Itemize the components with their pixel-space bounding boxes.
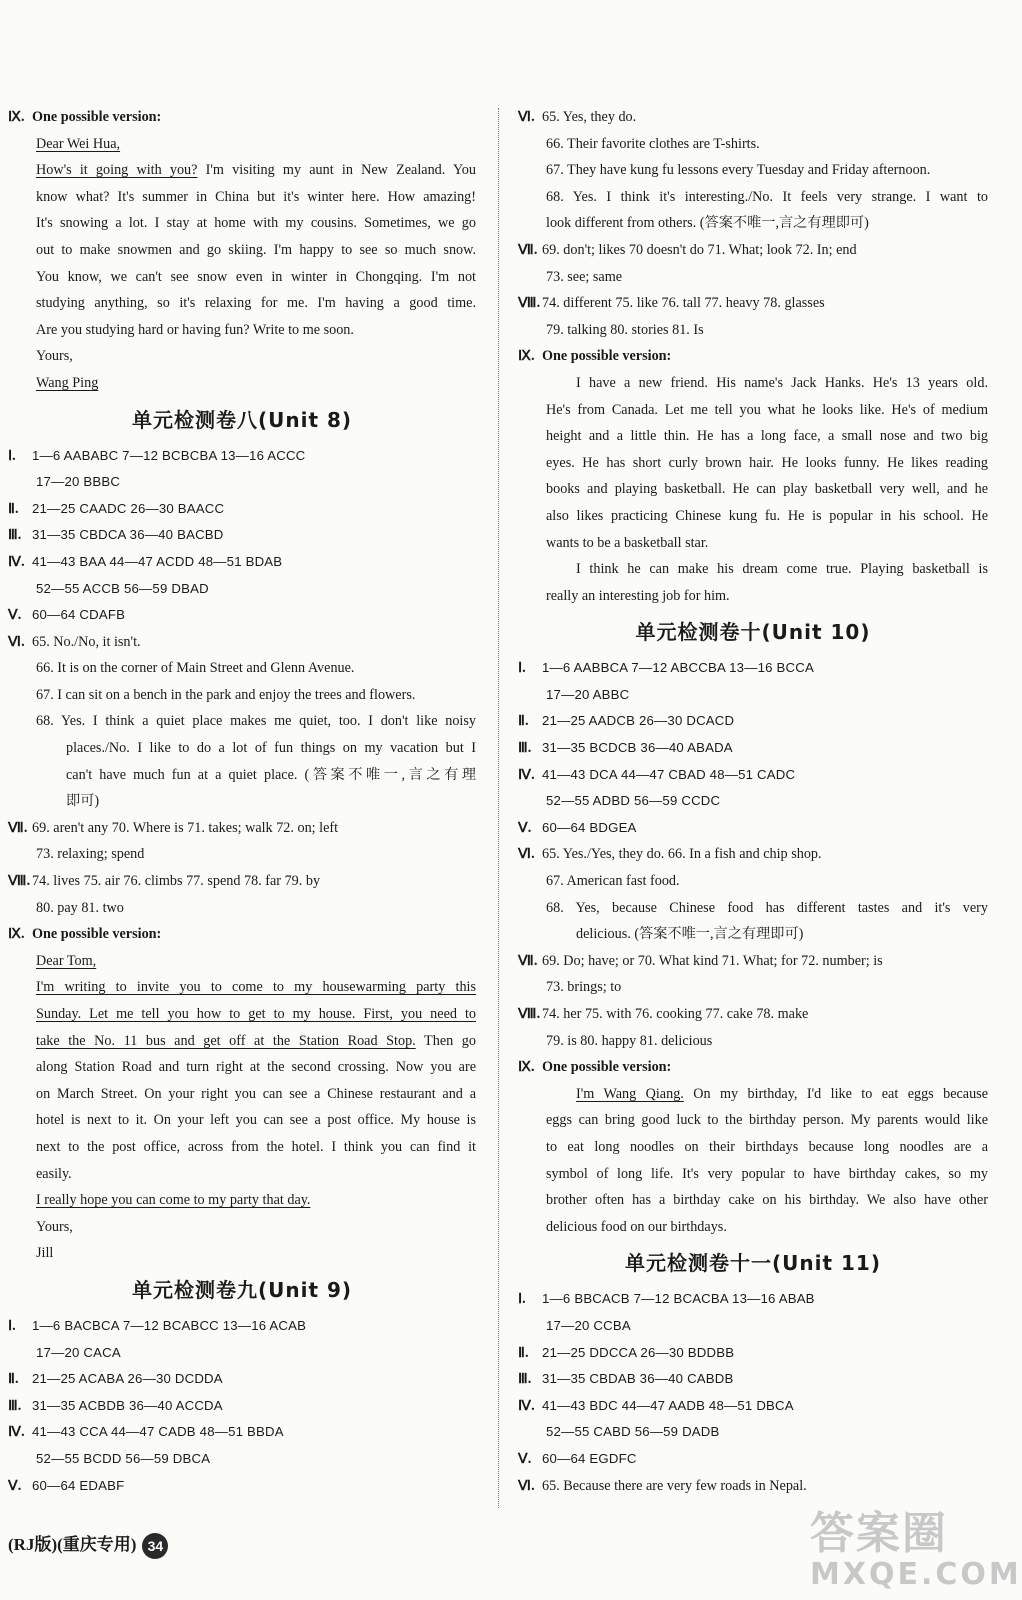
line-text: eyes. He has short curly brown hair. He looks funny. He likes reading xyxy=(546,454,988,471)
answer-line xyxy=(518,343,988,370)
answer-line xyxy=(8,1393,476,1420)
line-text: He's from Canada. Let me tell you what he looks like. He's of medium xyxy=(546,401,988,418)
line-text: along Station Road and turn right at the second crossing. Now you are xyxy=(36,1059,476,1076)
roman-numeral: Ⅱ. xyxy=(8,1371,19,1388)
answer-line xyxy=(8,549,476,576)
line-text: 79. is 80. happy 81. delicious xyxy=(546,1032,713,1049)
line-text: 79. talking 80. stories 81. Is xyxy=(546,321,704,338)
text-line xyxy=(8,131,476,158)
text-line xyxy=(8,1340,476,1367)
line-text: eggs can bring good luck to the birthday person. My parents would like xyxy=(546,1112,988,1129)
text-line xyxy=(518,397,988,424)
text-line xyxy=(518,157,988,184)
line-text: 1—6 BBCACB 7—12 BCACBA 13—16 ABAB xyxy=(542,1291,815,1307)
line-text: One possible version: xyxy=(32,109,162,125)
text-line xyxy=(8,1446,476,1473)
roman-numeral: Ⅶ. xyxy=(518,952,538,969)
page-number: 34 xyxy=(142,1533,168,1559)
line-text: 52—55 CABD 56—59 DADB xyxy=(546,1424,720,1440)
line-text: easily. xyxy=(36,1165,72,1182)
text-line xyxy=(8,290,476,317)
text-line xyxy=(8,157,476,184)
roman-numeral: Ⅱ. xyxy=(8,500,19,517)
line-text: studying anything, so it's relaxing for me. I'm having a good time. xyxy=(36,295,476,312)
line-text: 60—64 BDGEA xyxy=(542,819,637,835)
line-text: 52—55 ADBD 56—59 CCDC xyxy=(546,793,721,809)
line-text: I'm writing to invite you to come to my housewarming party this xyxy=(36,979,476,996)
roman-numeral: Ⅷ. xyxy=(518,295,541,312)
text-line xyxy=(8,210,476,237)
line-text: Yours, xyxy=(36,1218,73,1235)
line-text: 17—20 CACA xyxy=(36,1344,121,1360)
answer-line xyxy=(518,1473,988,1500)
line-text: 31—35 CBDCA 36—40 BACBD xyxy=(32,527,224,543)
watermark-logo xyxy=(810,1510,1022,1592)
answer-line xyxy=(518,237,988,264)
text-line xyxy=(518,921,988,948)
text-line xyxy=(518,895,988,922)
roman-numeral: Ⅳ. xyxy=(518,1397,535,1414)
line-text: I have a new friend. His name's Jack Hanks. He's 13 years old. xyxy=(576,374,988,391)
text-line xyxy=(8,1161,476,1188)
text-line xyxy=(8,682,476,709)
text-line xyxy=(518,264,988,291)
answer-line xyxy=(518,290,988,317)
text-line xyxy=(518,131,988,158)
text-line xyxy=(8,317,476,344)
text-line xyxy=(8,708,476,735)
text-line xyxy=(8,370,476,397)
line-text: can't have much fun at a quiet place. (答案不唯一,言之有理 xyxy=(66,766,476,783)
line-text: 68. Yes. I think it's interesting./No. It feels very strange. I want to xyxy=(546,188,988,205)
line-text: take the No. 11 bus and get off at the Station Road Stop. Then go xyxy=(36,1032,476,1049)
line-text: 60—64 EGDFC xyxy=(542,1450,637,1466)
line-text: Are you studying hard or having fun? Write to me soon. xyxy=(36,321,354,338)
text-line xyxy=(518,556,988,583)
section-heading: 单元检测卷十(Unit 10) xyxy=(635,620,871,645)
line-text: 31—35 ACBDB 36—40 ACCDA xyxy=(32,1397,223,1413)
answer-line xyxy=(518,762,988,789)
answer-line xyxy=(518,735,988,762)
roman-numeral: Ⅰ. xyxy=(8,447,16,464)
line-text: 21—25 ACABA 26—30 DCDDA xyxy=(32,1371,223,1387)
answer-line xyxy=(8,868,476,895)
answer-line xyxy=(518,1366,988,1393)
line-text: 60—64 CDAFB xyxy=(32,607,126,623)
column-divider xyxy=(498,108,499,1508)
roman-numeral: Ⅴ. xyxy=(8,607,22,624)
line-text: 41—43 BAA 44—47 ACDD 48—51 BDAB xyxy=(32,553,283,569)
text-line xyxy=(8,1081,476,1108)
roman-numeral: Ⅴ. xyxy=(8,1477,22,1494)
roman-numeral: Ⅲ. xyxy=(518,1371,532,1388)
answer-line xyxy=(518,1393,988,1420)
text-line xyxy=(518,1214,988,1241)
roman-numeral: Ⅳ. xyxy=(8,553,25,570)
line-text: hotel is next to it. On your left you can see a post office. My house is xyxy=(36,1112,476,1129)
answer-line xyxy=(8,1473,476,1500)
line-text: 74. her 75. with 76. cooking 77. cake 78. make xyxy=(542,1006,809,1022)
roman-numeral: Ⅰ. xyxy=(518,660,526,677)
text-line xyxy=(518,1419,988,1446)
line-text: 65. No./No, it isn't. xyxy=(32,633,141,650)
line-text: 41—43 CCA 44—47 CADB 48—51 BBDA xyxy=(32,1424,284,1440)
answer-line xyxy=(8,921,476,948)
roman-numeral: Ⅱ. xyxy=(518,713,529,730)
text-line xyxy=(8,576,476,603)
roman-numeral: Ⅵ. xyxy=(8,633,25,650)
roman-numeral: Ⅶ. xyxy=(8,819,28,836)
roman-numeral: Ⅸ. xyxy=(518,348,535,365)
line-text: 41—43 BDC 44—47 AADB 48—51 DBCA xyxy=(542,1397,794,1413)
answer-line xyxy=(518,815,988,842)
line-text: 69. aren't any 70. Where is 71. takes; walk 72. on; left xyxy=(32,819,339,836)
roman-numeral: Ⅳ. xyxy=(518,766,535,783)
answer-line xyxy=(8,1366,476,1393)
line-text: 68. Yes, because Chinese food has different tastes and it's very xyxy=(546,899,988,916)
underlined-text: take the No. 11 bus and get off at the Station Road Stop. xyxy=(36,1032,416,1049)
text-line xyxy=(518,1161,988,1188)
text-line xyxy=(518,788,988,815)
roman-numeral: Ⅸ. xyxy=(8,109,25,125)
line-text: 60—64 EDABF xyxy=(32,1477,125,1493)
roman-numeral: Ⅱ. xyxy=(518,1344,529,1361)
answer-line xyxy=(8,815,476,842)
answer-line xyxy=(8,629,476,656)
line-text: I think he can make his dream come true. Playing basketball is xyxy=(576,561,988,578)
roman-numeral: Ⅲ. xyxy=(518,740,532,757)
roman-numeral: Ⅳ. xyxy=(8,1424,25,1441)
answer-line xyxy=(518,1340,988,1367)
line-text: 73. brings; to xyxy=(546,979,622,996)
line-text: One possible version: xyxy=(542,348,672,365)
line-text: Wang Ping xyxy=(36,374,99,391)
line-text: 65. Yes, they do. xyxy=(542,109,637,125)
line-text: 73. relaxing; spend xyxy=(36,846,145,863)
text-line xyxy=(518,1081,988,1108)
line-text: 69. Do; have; or 70. What kind 71. What; for 72. number; is xyxy=(542,952,883,969)
line-text: really an interesting job for him. xyxy=(546,587,730,604)
answer-line xyxy=(518,841,988,868)
text-line xyxy=(8,1107,476,1134)
text-line xyxy=(518,1187,988,1214)
line-text: 67. They have kung fu lessons every Tuesday and Friday afternoon. xyxy=(546,162,931,179)
line-text: 21—25 DDCCA 26—30 BDDBB xyxy=(542,1344,735,1360)
text-line xyxy=(518,503,988,530)
roman-numeral: Ⅴ. xyxy=(518,819,532,836)
text-line xyxy=(518,530,988,557)
line-text: 66. It is on the corner of Main Street and Glenn Avenue. xyxy=(36,660,355,677)
answer-line xyxy=(518,1054,988,1081)
text-line xyxy=(518,476,988,503)
line-text: 74. different 75. like 76. tall 77. heavy 78. glasses xyxy=(542,295,825,312)
text-line xyxy=(518,1107,988,1134)
line-text: 31—35 CBDAB 36—40 CABDB xyxy=(542,1371,734,1387)
line-text: Sunday. Let me tell you how to get to my house. First, you need to xyxy=(36,1006,476,1022)
text-line xyxy=(518,583,988,610)
text-line xyxy=(8,974,476,1001)
answer-line xyxy=(8,1419,476,1446)
line-text: look different from others. (答案不唯一,言之有理即可) xyxy=(546,215,869,232)
text-line xyxy=(518,370,988,397)
line-text: Yours, xyxy=(36,348,73,365)
roman-numeral: Ⅵ. xyxy=(518,109,535,125)
underlined-text: How's it going with you? xyxy=(36,162,198,179)
text-line xyxy=(518,868,988,895)
line-text: 31—35 BCDCB 36—40 ABADA xyxy=(542,740,733,756)
text-line xyxy=(8,237,476,264)
text-line xyxy=(518,1313,988,1340)
line-text: 21—25 CAADC 26—30 BAACC xyxy=(32,500,225,516)
roman-numeral: Ⅴ. xyxy=(518,1450,532,1467)
text-line xyxy=(8,264,476,291)
line-text: 1—6 AABABC 7—12 BCBCBA 13—16 ACCC xyxy=(32,447,306,463)
line-text: How's it going with you? I'm visiting my aunt in New Zealand. You xyxy=(36,162,476,179)
line-text: know what? It's summer in China but it's winter here. How amazing! xyxy=(36,188,476,205)
roman-numeral: Ⅶ. xyxy=(518,241,538,258)
text-line xyxy=(518,210,988,237)
line-text: 80. pay 81. two xyxy=(36,899,124,916)
answer-line xyxy=(518,1001,988,1028)
left-column xyxy=(8,104,476,1499)
line-text: height and a little thin. He has a long face, a small nose and two big xyxy=(546,428,988,445)
text-line xyxy=(8,343,476,370)
answer-line xyxy=(8,443,476,470)
line-text: wants to be a basketball star. xyxy=(546,534,709,551)
line-text: 52—55 BCDD 56—59 DBCA xyxy=(36,1450,211,1466)
line-text: I'm Wang Qiang. On my birthday, I'd like to eat eggs because xyxy=(576,1085,988,1102)
section-heading: 单元检测卷九(Unit 9) xyxy=(131,1277,353,1302)
text-line xyxy=(8,1028,476,1055)
roman-numeral: Ⅷ. xyxy=(8,873,31,890)
line-text: 1—6 AABBCA 7—12 ABCCBA 13—16 BCCA xyxy=(542,660,814,676)
text-line xyxy=(8,762,476,789)
line-text: 73. see; same xyxy=(546,268,623,285)
line-text: 52—55 ACCB 56—59 DBAD xyxy=(36,580,209,596)
line-text: to eat long noodles on their birthdays because long noodles are a xyxy=(546,1138,988,1155)
line-text: Dear Tom, xyxy=(36,952,97,969)
line-text: books and playing basketball. He can play basketball very well, and he xyxy=(546,481,988,498)
line-text: 69. don't; likes 70 doesn't do 71. What; look 72. In; end xyxy=(542,241,857,258)
text-line xyxy=(8,1187,476,1214)
line-text: I really hope you can come to my party that day. xyxy=(36,1192,311,1209)
answer-line xyxy=(8,1313,476,1340)
text-line xyxy=(8,1214,476,1241)
text-line xyxy=(518,184,988,211)
text-line xyxy=(518,450,988,477)
text-line xyxy=(518,423,988,450)
text-line xyxy=(8,1001,476,1028)
text-line xyxy=(8,1054,476,1081)
line-text: delicious. (答案不唯一,言之有理即可) xyxy=(576,926,804,943)
answer-line xyxy=(518,948,988,975)
answer-line xyxy=(8,104,476,131)
answer-line xyxy=(8,602,476,629)
text-line xyxy=(8,841,476,868)
line-text: 17—20 ABBC xyxy=(546,686,630,702)
line-text: Dear Wei Hua, xyxy=(36,135,121,152)
text-line xyxy=(8,948,476,975)
watermark-line-1: 答案圈 xyxy=(810,1508,948,1559)
text-line xyxy=(8,184,476,211)
answer-line xyxy=(8,522,476,549)
roman-numeral: Ⅷ. xyxy=(518,1006,541,1022)
line-text: brother often has a birthday cake on his birthday. We also have other xyxy=(546,1192,988,1209)
roman-numeral: Ⅵ. xyxy=(518,846,535,863)
watermark-line-2: MXQE.COM xyxy=(810,1557,1022,1592)
answer-line xyxy=(518,1446,988,1473)
line-text: 66. Their favorite clothes are T-shirts. xyxy=(546,135,760,152)
line-text: One possible version: xyxy=(32,926,162,943)
text-line xyxy=(8,469,476,496)
line-text: places./No. I like to do a lot of fun things on my vacation but I xyxy=(66,740,476,757)
text-line xyxy=(8,895,476,922)
text-line xyxy=(8,735,476,762)
page-footer xyxy=(8,1530,168,1559)
text-line xyxy=(8,1134,476,1161)
roman-numeral: Ⅲ. xyxy=(8,1397,22,1414)
answer-line xyxy=(518,104,988,131)
text-line xyxy=(518,974,988,1001)
text-line xyxy=(8,788,476,815)
text-line xyxy=(518,1134,988,1161)
underlined-text: I'm Wang Qiang. xyxy=(576,1085,684,1102)
roman-numeral: Ⅵ. xyxy=(518,1477,535,1494)
footer-label: (RJ版)(重庆专用) xyxy=(8,1535,137,1554)
roman-numeral: Ⅸ. xyxy=(518,1059,535,1076)
text-line xyxy=(518,682,988,709)
line-text: It's snowing a lot. I stay at home with my cousins. Sometimes, we go xyxy=(36,215,476,232)
line-text: You know, we can't see snow even in winter in Chongqing. I'm not xyxy=(36,268,476,285)
line-text: next to the post office, across from the hotel. I think you can find it xyxy=(36,1138,476,1155)
answer-line xyxy=(518,1286,988,1313)
line-text: 17—20 BBBC xyxy=(36,474,121,490)
line-text: 65. Because there are very few roads in Nepal. xyxy=(542,1477,807,1494)
text-line xyxy=(8,1240,476,1267)
answer-line xyxy=(8,496,476,523)
line-text: delicious food on our birthdays. xyxy=(546,1218,727,1235)
text-line xyxy=(8,655,476,682)
line-text: also likes practicing Chinese kung fu. He is popular in his school. He xyxy=(546,507,988,524)
roman-numeral: Ⅸ. xyxy=(8,926,25,943)
line-text: 65. Yes./Yes, they do. 66. In a fish and chip shop. xyxy=(542,846,822,863)
line-text: 1—6 BACBCA 7—12 BCABCC 13—16 ACAB xyxy=(32,1317,307,1333)
answer-line xyxy=(518,655,988,682)
line-text: One possible version: xyxy=(542,1059,672,1076)
roman-numeral: Ⅲ. xyxy=(8,527,22,544)
line-text: 67. American fast food. xyxy=(546,873,680,890)
roman-numeral: Ⅰ. xyxy=(518,1291,526,1308)
roman-numeral: Ⅰ. xyxy=(8,1317,16,1334)
right-column xyxy=(518,104,988,1499)
line-text: out to make snowmen and go skiing. I'm happy to see so much snow. xyxy=(36,241,476,258)
text-line xyxy=(518,1028,988,1055)
section-heading: 单元检测卷十一(Unit 11) xyxy=(625,1251,881,1276)
line-text: 21—25 AADCB 26—30 DCACD xyxy=(542,713,735,729)
line-text: 67. I can sit on a bench in the park and enjoy the trees and flowers. xyxy=(36,686,416,703)
line-text: 68. Yes. I think a quiet place makes me quiet, too. I don't like noisy xyxy=(36,713,476,730)
section-heading: 单元检测卷八(Unit 8) xyxy=(131,407,353,432)
answer-line xyxy=(518,708,988,735)
line-text: 17—20 CCBA xyxy=(546,1317,631,1333)
line-text: 41—43 DCA 44—47 CBAD 48—51 CADC xyxy=(542,766,796,782)
line-text: symbol of long life. It's very popular to have birthday cakes, so my xyxy=(546,1165,988,1182)
line-text: Jill xyxy=(36,1245,54,1262)
line-text: 74. lives 75. air 76. climbs 77. spend 78. far 79. by xyxy=(32,873,321,890)
text-line xyxy=(518,317,988,344)
line-text: 即可) xyxy=(66,793,100,810)
line-text: on March Street. On your right you can see a Chinese restaurant and a xyxy=(36,1085,476,1102)
